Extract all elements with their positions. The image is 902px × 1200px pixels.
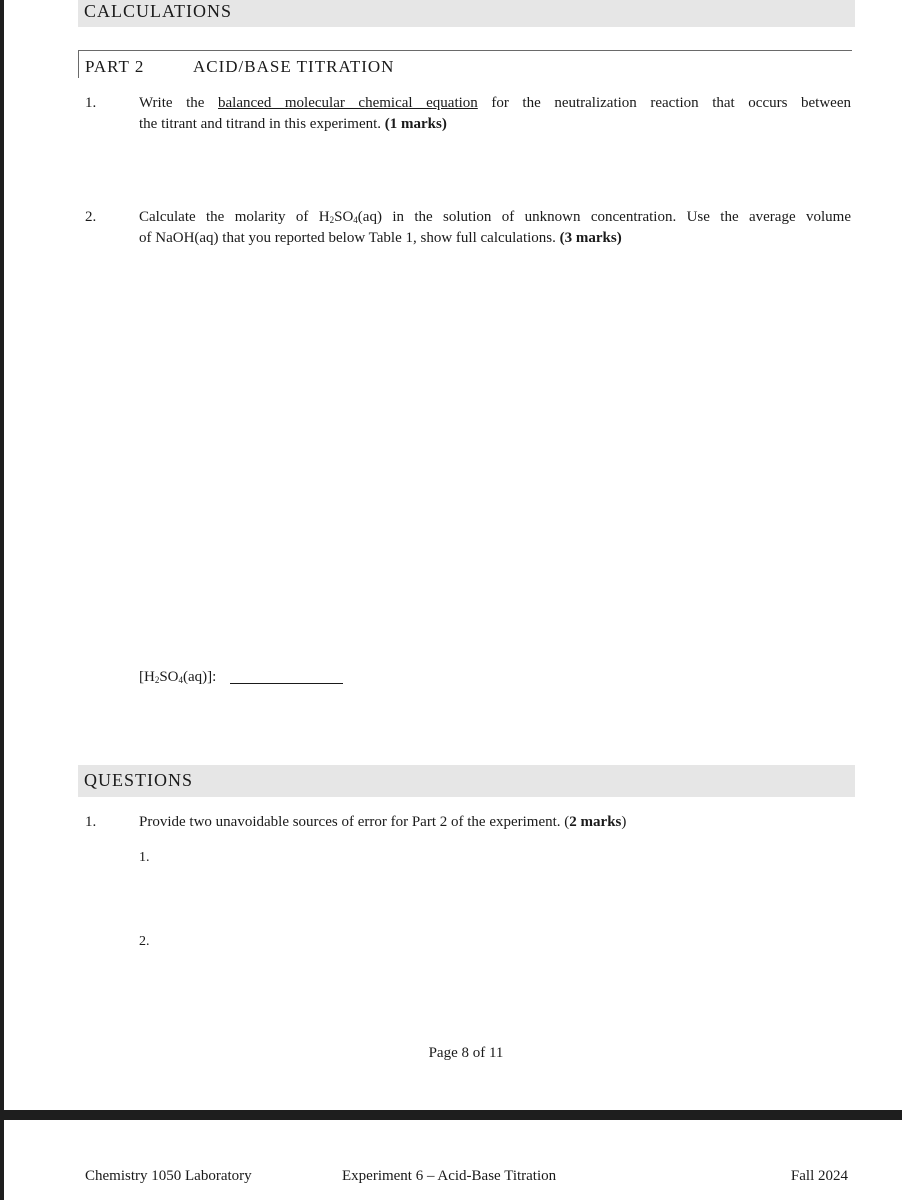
question-1-answer-2-number: 2. <box>139 934 150 949</box>
questions-title: QUESTIONS <box>84 770 194 790</box>
calc-item-2-number: 2. <box>85 209 97 225</box>
calc-item-1-line-1: Write the balanced molecular chemical equation for the neutralization reaction that occurs between <box>139 95 851 111</box>
footer-term: Fall 2024 <box>790 1168 848 1184</box>
calculations-header <box>78 0 855 27</box>
calc-item-2-text <box>139 207 851 249</box>
question-1-marks: 2 marks <box>569 814 622 830</box>
question-1-answer-1-number: 1. <box>139 850 150 865</box>
part-label: PART 2 <box>85 57 145 76</box>
answer-label: $[H_2SO_4(aq)]$: <box>139 669 217 685</box>
part-title: ACID/BASE TITRATION <box>193 57 395 76</box>
calc-item-1-number: 1. <box>85 95 97 111</box>
part-heading <box>78 50 852 78</box>
page-number: Page 8 of 11 <box>428 1045 504 1061</box>
footer-experiment: Experiment 6 – Acid-Base Titration <box>342 1168 557 1184</box>
calc-item-2-line-2: of NaOH(aq) that you reported below Table 1, show full calculations. (3 marks) <box>139 230 622 246</box>
question-1-number: 1. <box>85 814 97 830</box>
calc-item-2-marks: (3 marks) <box>559 230 622 246</box>
footer-divider-bar <box>0 1110 902 1120</box>
question-1-text: Provide two unavoidable sources of error for Part 2 of the experiment. (2 marks) <box>139 814 627 830</box>
calc-item-2-line-1: Calculate the molarity of $H_2SO_4(aq)$ in the solution of unknown concentration. Use the average volume <box>139 209 851 225</box>
answer-blank-line[interactable] <box>230 683 343 684</box>
calculations-title: CALCULATIONS <box>84 1 233 21</box>
left-border-rule <box>0 0 4 1200</box>
calc-item-1-line-2: the titrant and titrand in this experiment. (1 marks) <box>139 116 447 132</box>
questions-header <box>78 765 855 797</box>
footer-course: Chemistry 1050 Laboratory <box>85 1168 252 1184</box>
calc-item-1-marks: (1 marks) <box>384 116 447 132</box>
underlined-phrase: balanced molecular chemical equation <box>218 95 478 111</box>
calc-item-1-text <box>139 93 851 135</box>
